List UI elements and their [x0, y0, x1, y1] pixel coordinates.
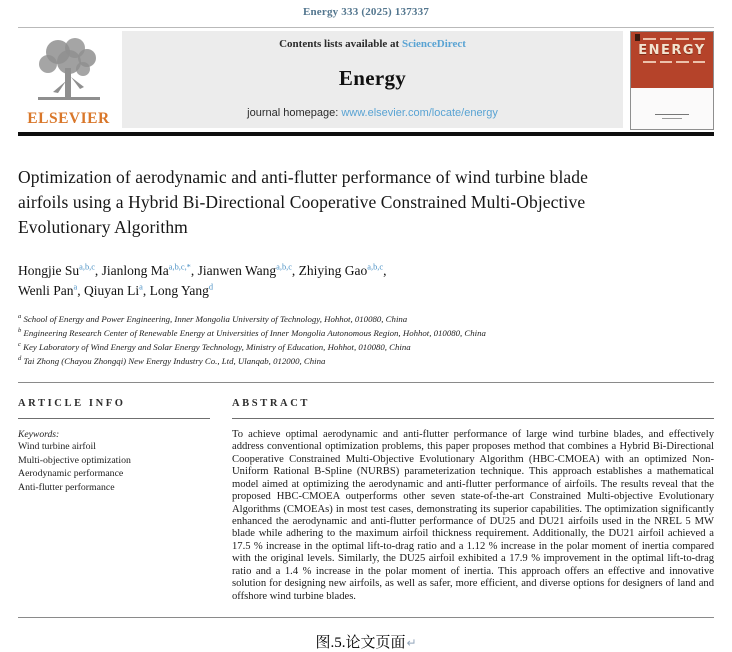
affiliation: $^a$ School of Energy and Power Engineering, Inner Mongolia University of Technology, Hohhot, 010080, China — [18, 312, 408, 324]
elsevier-tree-icon — [28, 35, 110, 109]
article-title: Optimization of aerodynamic and anti-flutter performance of wind turbine blade airfoils using a Hybrid Bi-Directional Cooperative Constrained Multi-Objective Evolutionary Algorithm — [18, 167, 589, 238]
keyword: Anti-flutter performance — [18, 481, 115, 493]
affiliation: $^d$ Tai Zhong (Chayou Zhongqi) New Energy Industry Co., Ltd, Ulanqab, 012000, China — [18, 354, 326, 366]
author: Long Yang$^d$ — [149, 282, 214, 299]
cover-column — [628, 31, 714, 128]
keyword: Multi-objective optimization — [18, 454, 131, 466]
figure-caption-text: 图.5.论文页面 — [315, 635, 406, 652]
figure-caption — [18, 631, 714, 652]
keywords-label: Keywords: — [18, 428, 60, 440]
cover-footer-line — [655, 114, 689, 115]
author: Hongjie Su$^{a,b,c}$, — [18, 262, 102, 279]
elsevier-wordmark: ELSEVIER — [27, 109, 110, 127]
sciencedirect-link[interactable]: ScienceDirect — [401, 38, 466, 50]
header-divider — [18, 132, 714, 136]
contents-prefix: Contents lists available at — [279, 38, 402, 50]
article-info-column — [18, 398, 210, 603]
author: Jianlong $Ma^{a,b,c,*}$, — [101, 262, 198, 279]
abstract-text: To achieve optimal aerodynamic and anti-flutter performance of large wind turbine blades, and effectively address conventional optimization problems, this paper proposes method that combines a Hybrid Bi-Directional Cooperative Constrained Multi-Objective Evolutionary Algorithm (HBC-CMOEA) with an optimized Non-Uniform Rational B-Spline (NURBS) parameterization technique. This approach establishes a mathematical model aimed at optimizing the aerodynamic and anti-flutter performance of airfoils. The results reveal that the proposed HBC-CMOEA outperforms other seven state-of-the-art Constrained Multi-objective Evolutionary Algorithms (CMOEAs) in most test cases, demonstrating its superior capabilities. The optimization significantly enhanced the aerodynamic and anti-flutter performance of DU25 and DU21 airfoils used in the NREL 5 MW blade while adhering to the maximum airfoil thickness requirement. Additionally, the DU21 airfoil achieved a 17.5 % increase in the optimal lift-to-drag ratio and a 1.12 % increase in the polar moment of inertia compared with the original levels. Similarly, the DU25 airfoil exhibited a 17.9 % improvement in the optimal lift-to-drag ratio and a 1.4 % increase in the polar moment of inertia. This approach offers an effective and innovative solution for designing new airfoils, as well as safer, more efficient, and diverse options for designers of land and offshore wind turbine blades. — [232, 428, 714, 602]
cover-masthead — [631, 32, 713, 88]
journal-banner — [18, 27, 714, 128]
author-list — [18, 261, 618, 302]
banner-center — [122, 31, 623, 128]
elsevier-logo — [18, 31, 119, 128]
author-line-1 — [18, 261, 618, 281]
keywords-list — [18, 440, 210, 494]
cover-logo-mark — [635, 34, 640, 41]
info-abstract-section — [18, 383, 714, 603]
homepage-prefix: journal homepage: — [247, 107, 342, 119]
journal-citation: Energy 333 (2025) 137337 — [302, 6, 430, 18]
article-info-rule — [18, 418, 210, 419]
affiliation: $^b$ Engineering Research Center of Renewable Energy at Universities of Inner Mongolia Autonomous Region, Hohhot, 010080, China — [18, 326, 486, 338]
affiliation-list — [18, 312, 714, 368]
cover-title: ENERGY — [638, 43, 706, 58]
keyword: Wind turbine airfoil — [18, 440, 96, 452]
keyword: Aerodynamic performance — [18, 468, 124, 480]
author: Jianwen Wang$^{a,b,c}$, — [197, 262, 299, 279]
cover-footer-line2 — [662, 118, 682, 119]
contents-line — [122, 38, 623, 50]
homepage-line — [122, 107, 623, 119]
journal-title: Energy — [338, 66, 407, 90]
author-line-2 — [18, 281, 618, 301]
homepage-link[interactable]: www.elsevier.com/locate/energy — [341, 107, 498, 119]
cover-body — [631, 88, 713, 129]
affiliation: $^c$ Key Laboratory of Wind Energy and Solar Energy Technology, Ministry of Education, Hohhot, 010080, China — [18, 340, 411, 352]
paragraph-return-icon: ↵ — [406, 636, 417, 651]
journal-cover-thumbnail — [630, 31, 714, 130]
article-info-heading: ARTICLE INFO — [18, 397, 126, 409]
author: Zhiying Gao$^{a,b,c}$, — [298, 262, 387, 279]
abstract-rule — [232, 418, 714, 419]
author: Qiuyan Li$^a$, — [84, 282, 150, 299]
section-divider-bottom — [18, 617, 714, 618]
author: Wenli Pan$^a$, — [18, 282, 84, 299]
abstract-column — [232, 398, 714, 603]
abstract-heading: ABSTRACT — [232, 397, 310, 409]
